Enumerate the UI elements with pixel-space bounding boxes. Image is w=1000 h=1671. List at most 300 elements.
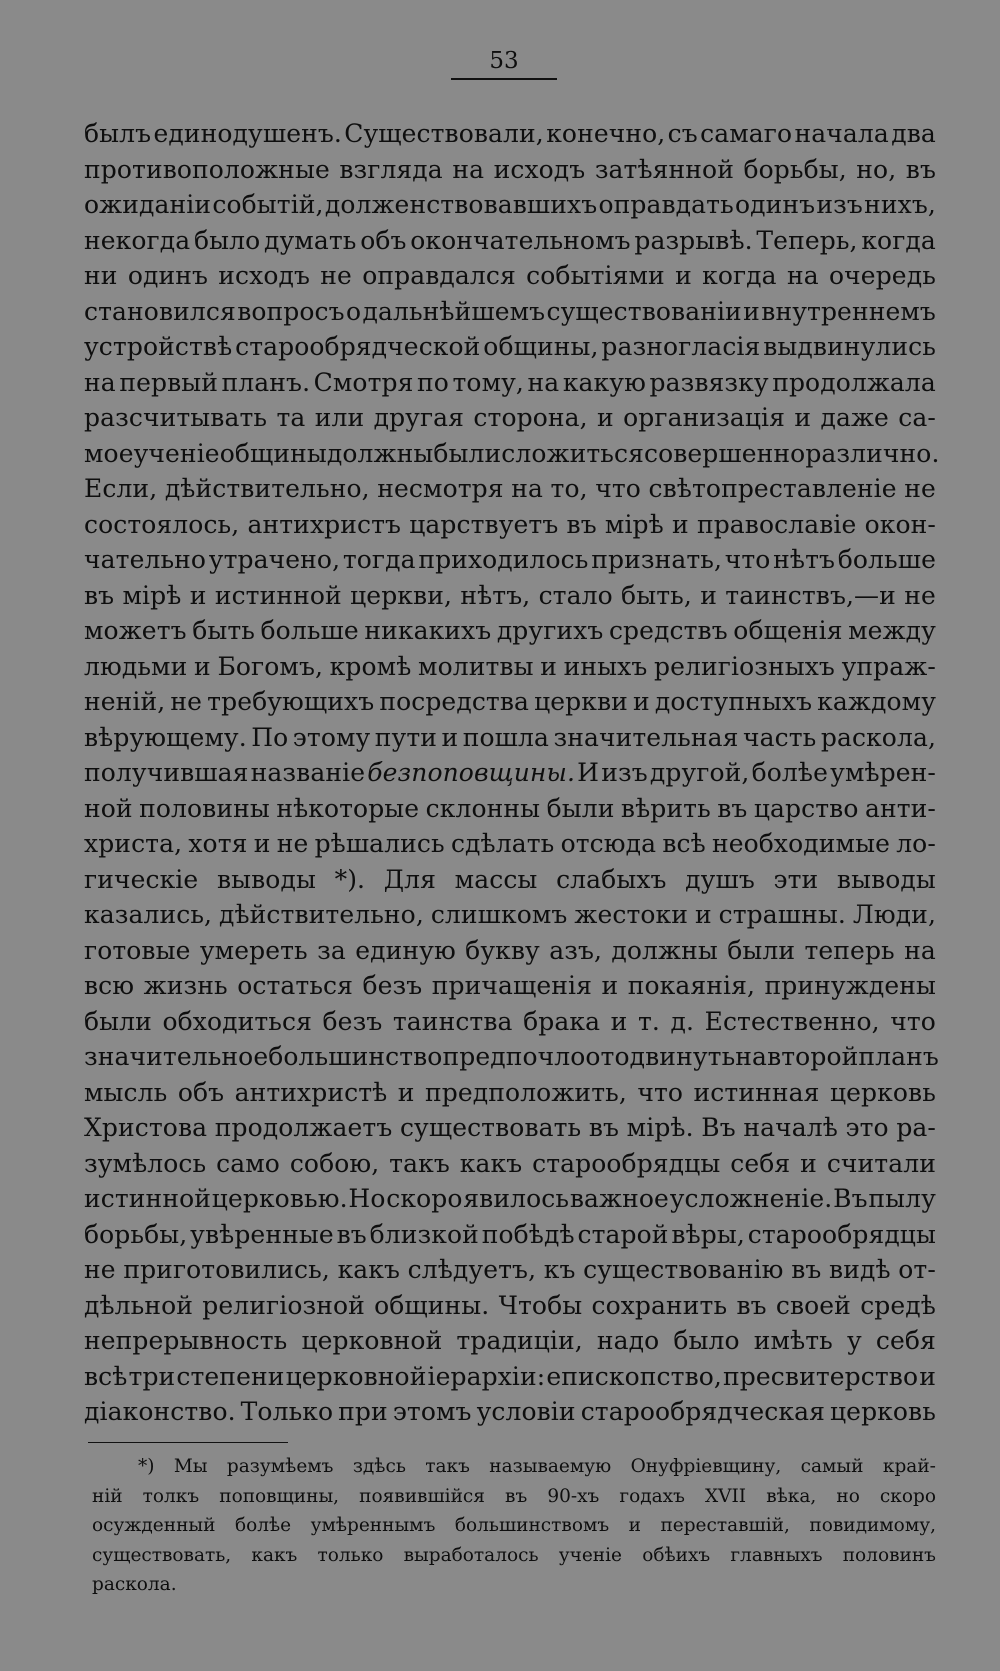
text-line — [84, 1110, 936, 1146]
word: зумѣлось — [84, 1148, 207, 1178]
word: доступныхъ — [654, 687, 813, 716]
word: жизнь — [143, 971, 228, 1000]
word: думать — [263, 225, 357, 255]
word: принуждены — [764, 971, 936, 1000]
word: безъ — [322, 1006, 383, 1036]
word: чательно — [84, 545, 207, 574]
text-line — [84, 223, 936, 259]
word: одинъ — [127, 261, 208, 290]
word: исходъ — [218, 261, 310, 290]
word: окон- — [864, 509, 936, 539]
word: тому, — [452, 367, 524, 397]
word: и — [397, 1077, 415, 1107]
text-line — [84, 1323, 936, 1359]
word: что — [637, 1077, 684, 1107]
word: то, — [550, 474, 588, 503]
word: выводы — [836, 864, 936, 894]
word: имѣть — [753, 1326, 833, 1355]
word: необходимые — [711, 829, 890, 858]
word: истинной — [214, 580, 342, 610]
word: д. — [670, 1006, 695, 1036]
word: дѣйствительно, — [164, 474, 370, 503]
word: взгляда — [339, 154, 443, 184]
word: пылу — [868, 1184, 936, 1213]
text-line — [84, 507, 936, 543]
word: анти- — [864, 793, 936, 823]
word: и — [441, 722, 459, 752]
word: нѣтъ, — [460, 580, 531, 610]
word: какъ — [251, 1544, 298, 1566]
word: каждому — [817, 687, 936, 716]
word: и — [919, 1361, 936, 1391]
word: вѣры, — [671, 1219, 745, 1249]
word: больше — [260, 616, 359, 645]
word: начала — [794, 119, 889, 148]
word: единую — [355, 935, 456, 965]
word: другой, — [649, 758, 750, 787]
word: устройствѣ — [84, 332, 233, 361]
word: умереть — [199, 935, 308, 965]
word: причащенія — [431, 971, 593, 1000]
word: всѣ — [662, 829, 706, 858]
text-line — [84, 933, 936, 969]
word: приходилось — [418, 545, 589, 574]
word: осужденный — [92, 1515, 216, 1536]
word: *). — [334, 864, 366, 894]
word: отсюда — [560, 829, 657, 858]
text-line — [92, 1452, 936, 1482]
word: на — [904, 935, 936, 965]
word: большинство — [268, 1042, 443, 1071]
word: какъ — [337, 1255, 401, 1284]
text-line — [84, 1394, 936, 1430]
word: по — [417, 367, 449, 397]
word: поповщины, — [219, 1485, 340, 1507]
text-line — [84, 1075, 936, 1111]
word: епископство, — [546, 1361, 722, 1391]
word: хотя — [188, 829, 248, 858]
header-rule — [451, 78, 557, 80]
text-line — [84, 755, 936, 791]
word: умѣрен- — [830, 758, 936, 787]
word: не — [904, 474, 936, 503]
word: къ — [543, 1255, 576, 1284]
word: быть — [192, 616, 255, 645]
word: событій, — [212, 190, 324, 219]
word: истинной — [84, 1184, 211, 1213]
page-number: 53 — [489, 48, 519, 74]
word: мое — [84, 438, 134, 468]
word: и — [540, 651, 557, 681]
text-line — [84, 862, 936, 898]
word: годахъ — [619, 1485, 685, 1507]
word: повидимому, — [809, 1515, 936, 1536]
word: склонны — [425, 793, 541, 823]
word: планъ. — [221, 367, 311, 397]
word: только — [317, 1544, 384, 1566]
text-line — [84, 1252, 936, 1288]
text-line — [84, 258, 936, 294]
text-line — [84, 187, 936, 223]
word: оправдать — [598, 190, 734, 219]
word: и — [675, 261, 692, 290]
word: событіями — [526, 261, 665, 290]
word: Существовали, — [344, 119, 544, 148]
word: борьбы, — [743, 154, 847, 184]
text-line — [84, 1146, 936, 1182]
text-line — [84, 1288, 936, 1324]
word: этому — [292, 722, 371, 752]
word: на — [527, 367, 560, 397]
word: половинъ — [842, 1544, 936, 1566]
word: развязку — [649, 367, 769, 397]
word: антихристъ — [247, 509, 402, 539]
word: По — [251, 722, 289, 752]
word: религіозной — [202, 1290, 365, 1320]
word: въ — [84, 580, 115, 610]
word: скоро — [386, 1184, 463, 1213]
word: истинная — [693, 1077, 820, 1107]
word: болѣе — [234, 1515, 292, 1536]
word: и — [633, 687, 650, 716]
word: остаться — [237, 971, 354, 1000]
word: ожиданіи — [84, 190, 212, 219]
body-text — [84, 116, 940, 1430]
word: организація — [623, 403, 785, 432]
word: вѣрующему. — [84, 722, 247, 752]
word: и — [800, 1148, 817, 1178]
word: раскола, — [820, 722, 936, 752]
word: сторона, — [473, 403, 588, 432]
word: различно. — [805, 438, 940, 468]
word: Теперь, — [756, 225, 858, 255]
word: и — [694, 900, 712, 929]
word: такъ — [389, 1148, 450, 1178]
word: себя — [730, 1148, 791, 1178]
text-line — [84, 649, 936, 685]
word: существовать, — [92, 1544, 232, 1566]
footnote — [92, 1452, 936, 1600]
word: никакихъ — [364, 616, 492, 645]
word: нихъ, — [864, 190, 936, 219]
word: готовые — [84, 935, 191, 965]
word: ній — [92, 1485, 123, 1507]
word: гическіе — [84, 864, 199, 894]
word: не — [84, 1255, 116, 1284]
word: раскола. — [92, 1574, 177, 1595]
word: мірѣ — [604, 509, 664, 539]
word: Люди, — [852, 900, 936, 929]
word: XVII — [704, 1485, 747, 1507]
word: въ — [566, 509, 597, 539]
word: считали — [826, 1148, 936, 1178]
word: обходиться — [162, 1006, 312, 1036]
word: увѣренные — [190, 1219, 334, 1249]
word: на — [511, 474, 543, 503]
word: въ — [791, 1255, 822, 1284]
word: но, — [856, 154, 897, 184]
word: т. — [637, 1006, 660, 1036]
word: на — [786, 261, 819, 290]
word: противоположные — [84, 154, 330, 184]
word: умѣреннымъ — [310, 1515, 436, 1536]
word: были — [727, 935, 796, 965]
text-line — [84, 400, 936, 436]
word: старообрядческой — [235, 332, 481, 361]
word: дѣйствительно, — [219, 900, 424, 929]
word: посредства — [379, 687, 530, 716]
word: церковь — [830, 1397, 936, 1426]
word: сдѣлать — [450, 829, 555, 858]
word: теперь — [804, 935, 895, 965]
word: традиціи, — [456, 1326, 583, 1355]
word: *) — [138, 1456, 155, 1477]
text-line — [84, 365, 936, 401]
word: сохранить — [591, 1290, 728, 1320]
word: явилось — [463, 1184, 570, 1213]
word: и — [597, 403, 614, 432]
word: утрачено, — [208, 545, 341, 574]
word: людьми — [84, 651, 188, 681]
text-line — [84, 1359, 936, 1395]
word: Смотря — [313, 367, 414, 397]
word: приготовились, — [123, 1255, 330, 1284]
word: нѣтъ — [773, 545, 836, 574]
word: церкви — [534, 687, 628, 716]
text-line — [84, 578, 936, 614]
word: царство — [753, 793, 859, 823]
word: вопросъ — [237, 296, 345, 326]
word: са- — [898, 403, 936, 432]
word: названіе — [250, 758, 366, 787]
word: слабыхъ — [556, 864, 667, 894]
word: средѣ — [860, 1290, 936, 1320]
text-line — [84, 1217, 936, 1253]
word: болѣе — [751, 758, 828, 787]
word: покаянія, — [627, 971, 756, 1000]
word: побѣдѣ — [481, 1219, 575, 1249]
word: Богомъ, — [217, 651, 324, 681]
word: ной — [84, 793, 133, 823]
word: церковью. — [211, 1184, 348, 1213]
text-line — [84, 826, 936, 862]
word: можетъ — [84, 616, 187, 645]
word: рѣшались — [314, 829, 445, 858]
word: когда — [861, 225, 936, 255]
word: внутреннемъ — [761, 296, 936, 326]
word: вѣрить — [620, 793, 711, 823]
text-line — [92, 1541, 936, 1571]
text-line — [84, 542, 936, 578]
word: въ — [336, 1219, 367, 1249]
word: другихъ — [496, 616, 604, 645]
word: совершенно — [643, 438, 806, 468]
word: называемую — [489, 1456, 612, 1477]
text-line — [84, 294, 936, 330]
word: предпочло — [442, 1042, 586, 1071]
word: важное — [569, 1184, 669, 1213]
word: были — [84, 1006, 152, 1036]
word: самый — [800, 1456, 864, 1477]
word: Мы — [173, 1456, 208, 1477]
word: страшны. — [718, 900, 846, 929]
text-line — [84, 897, 936, 933]
word: изъ — [601, 758, 648, 787]
word: церковной — [301, 1326, 443, 1355]
word: при — [338, 1397, 388, 1426]
word: иныхъ — [563, 651, 648, 681]
word: несмотря — [377, 474, 504, 503]
word: общенія — [733, 616, 843, 645]
word: непрерывность — [84, 1326, 288, 1355]
word: некогда — [84, 225, 191, 255]
word: изъ — [816, 190, 863, 219]
word: въ — [905, 154, 936, 184]
word: главныхъ — [730, 1544, 823, 1566]
word: Для — [383, 864, 437, 894]
text-line — [84, 152, 936, 188]
word: самаго — [700, 119, 793, 148]
word: тогда — [342, 545, 416, 574]
word: разумѣемъ — [226, 1456, 334, 1477]
word: таинства — [392, 1006, 513, 1036]
word: и — [743, 296, 760, 326]
word: Въ — [701, 1113, 736, 1142]
word: душъ — [685, 864, 755, 894]
word: о — [345, 296, 362, 326]
word: старообрядцы — [747, 1219, 936, 1249]
text-line — [84, 1004, 936, 1040]
word: мысль — [84, 1077, 168, 1107]
word: исходъ — [493, 154, 586, 184]
word: Въ — [833, 1184, 868, 1213]
word: церковь — [829, 1077, 936, 1107]
word: старой — [577, 1219, 669, 1249]
word: старообрядцы — [532, 1148, 721, 1178]
word: переставшій, — [660, 1515, 790, 1536]
word: этомъ — [392, 1397, 472, 1426]
word: условіи — [476, 1397, 576, 1426]
word: діаконство. — [84, 1397, 236, 1426]
word: разногласія — [601, 332, 761, 361]
word: себя — [875, 1326, 936, 1355]
word: большинствомъ — [454, 1515, 610, 1536]
word: разрывѣ. — [634, 225, 753, 255]
word: дѣльной — [84, 1290, 194, 1320]
word: окончательномъ — [410, 225, 631, 255]
word: слѣдуетъ, — [407, 1255, 537, 1284]
word: существованіи — [546, 296, 742, 326]
word: толкъ — [142, 1485, 200, 1507]
word: мірѣ — [122, 580, 182, 610]
word: два — [891, 119, 936, 148]
word: нѣкоторые — [276, 793, 420, 823]
word: церкви, — [350, 580, 453, 610]
text-line — [84, 1039, 939, 1075]
word: даже — [820, 403, 889, 432]
word: второй — [767, 1042, 859, 1071]
word: мірѣ. — [626, 1113, 694, 1142]
word: от- — [898, 1255, 936, 1284]
word: продолжаетъ — [214, 1113, 393, 1142]
word: вѣка, — [766, 1485, 817, 1507]
word: 90-хъ — [547, 1485, 600, 1507]
word: одинъ — [735, 190, 816, 219]
text-line — [92, 1511, 936, 1541]
word: Только — [240, 1397, 334, 1426]
word: больше — [837, 545, 936, 574]
text-line — [84, 329, 936, 365]
word: брака — [523, 1006, 601, 1036]
word: объ — [177, 1077, 225, 1107]
word: планъ — [858, 1042, 939, 1071]
word: ло- — [896, 829, 936, 858]
text-line — [84, 613, 936, 649]
word: Если, — [84, 474, 158, 503]
word: Чтобы — [498, 1290, 583, 1320]
word: выдвинулись — [763, 332, 936, 361]
word: антихристѣ — [234, 1077, 388, 1107]
word: дальнѣйшемъ — [362, 296, 546, 326]
word: всю — [84, 971, 135, 1000]
word: общины — [219, 438, 327, 468]
word: очередь — [829, 261, 936, 290]
word: первый — [119, 367, 219, 397]
word: или — [314, 403, 365, 432]
word: своей — [775, 1290, 851, 1320]
word: какъ — [459, 1148, 523, 1178]
word: получившая — [84, 758, 249, 787]
word: какую — [562, 367, 646, 397]
word: выработалось — [403, 1544, 539, 1566]
word: у — [846, 1326, 862, 1355]
word: обѣихъ — [642, 1544, 711, 1566]
word: должны — [611, 935, 718, 965]
word: И — [577, 758, 600, 787]
word: неній, — [84, 687, 166, 716]
word: предположить, — [425, 1077, 627, 1107]
word: существованію — [583, 1255, 784, 1284]
word: здѣсь — [352, 1456, 406, 1477]
word: были — [546, 793, 615, 823]
word: состоялось, — [84, 509, 240, 539]
word: что — [890, 1006, 936, 1036]
word: не — [320, 261, 352, 290]
word: должны — [326, 438, 434, 468]
word: существовать — [399, 1113, 582, 1142]
word: но — [836, 1485, 860, 1507]
word: оправдался — [362, 261, 516, 290]
word: общины. — [374, 1290, 490, 1320]
word: видѣ — [829, 1255, 891, 1284]
word: Христова — [84, 1113, 208, 1142]
word: что — [724, 545, 771, 574]
word: и — [253, 829, 271, 858]
word: церковной — [285, 1361, 427, 1391]
word: средствъ — [608, 616, 728, 645]
word: жестоки — [574, 900, 689, 929]
word: кромѣ — [329, 651, 412, 681]
word: и — [194, 651, 211, 681]
word: появившійся — [359, 1485, 485, 1507]
text-line — [84, 1181, 936, 1217]
word: половины — [139, 793, 270, 823]
word: разсчитывать — [84, 403, 268, 432]
word: азъ, — [549, 935, 602, 965]
word: царствуетъ — [409, 509, 559, 539]
word: не — [276, 829, 309, 858]
word: становился — [84, 296, 236, 326]
